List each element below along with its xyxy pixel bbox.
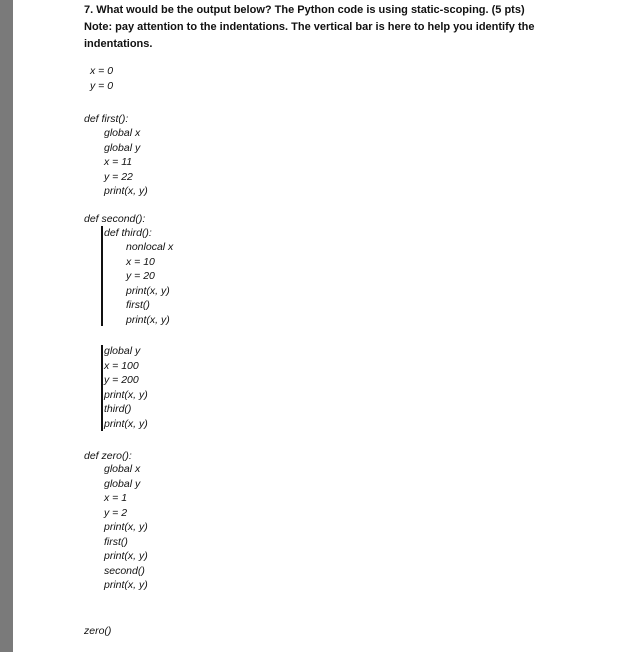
code-line: x = 0	[90, 65, 114, 77]
second-func-body	[104, 344, 148, 431]
zero-func-body	[104, 462, 148, 593]
question-line-1: 7. What would be the output below? The Python code is using static-scoping. (5 pts)	[84, 4, 525, 16]
code-line: global y	[104, 141, 141, 154]
indent-bar-third	[101, 226, 103, 326]
second-func-header: def second():	[84, 213, 146, 225]
code-line: y = 0	[90, 79, 114, 92]
code-line: x = 11	[104, 156, 133, 168]
third-func-header: def third():	[104, 227, 152, 239]
code-line: y = 200	[104, 374, 139, 386]
question-line-2: Note: pay attention to the indentations. The vertical bar is here to help you identify the	[84, 21, 535, 33]
code-line: x = 1	[104, 492, 128, 504]
question-line-3: indentations.	[84, 38, 153, 50]
code-line: print(x, y)	[126, 313, 170, 326]
third-func-body	[126, 240, 173, 327]
code-line: print(x, y)	[104, 388, 148, 401]
code-line: nonlocal x	[126, 241, 174, 253]
code-line: global y	[104, 345, 141, 357]
code-line: first()	[126, 299, 150, 311]
code-line: x = 10	[126, 255, 155, 268]
document-page	[13, 0, 621, 652]
code-line: global x	[104, 127, 141, 139]
global-assignments	[90, 64, 113, 93]
code-line: global y	[104, 477, 141, 490]
code-line: first()	[104, 535, 128, 548]
code-line: second()	[104, 564, 145, 577]
code-line: print(x, y)	[126, 284, 170, 297]
zero-call: zero()	[84, 625, 112, 637]
code-line: print(x, y)	[104, 579, 148, 591]
first-func-body	[104, 126, 148, 199]
code-line: print(x, y)	[104, 521, 148, 533]
question-text	[84, 2, 554, 53]
code-line: print(x, y)	[104, 185, 148, 197]
code-line: print(x, y)	[104, 417, 148, 430]
first-func-header: def first():	[84, 113, 129, 125]
indent-bar-second	[101, 345, 103, 431]
zero-func-header: def zero():	[84, 450, 132, 462]
code-line: y = 22	[104, 170, 133, 183]
code-line: third()	[104, 403, 132, 415]
code-line: global x	[104, 463, 141, 475]
code-line: y = 2	[104, 506, 128, 519]
code-line: y = 20	[126, 270, 155, 282]
code-line: print(x, y)	[104, 550, 148, 562]
code-line: x = 100	[104, 359, 139, 372]
